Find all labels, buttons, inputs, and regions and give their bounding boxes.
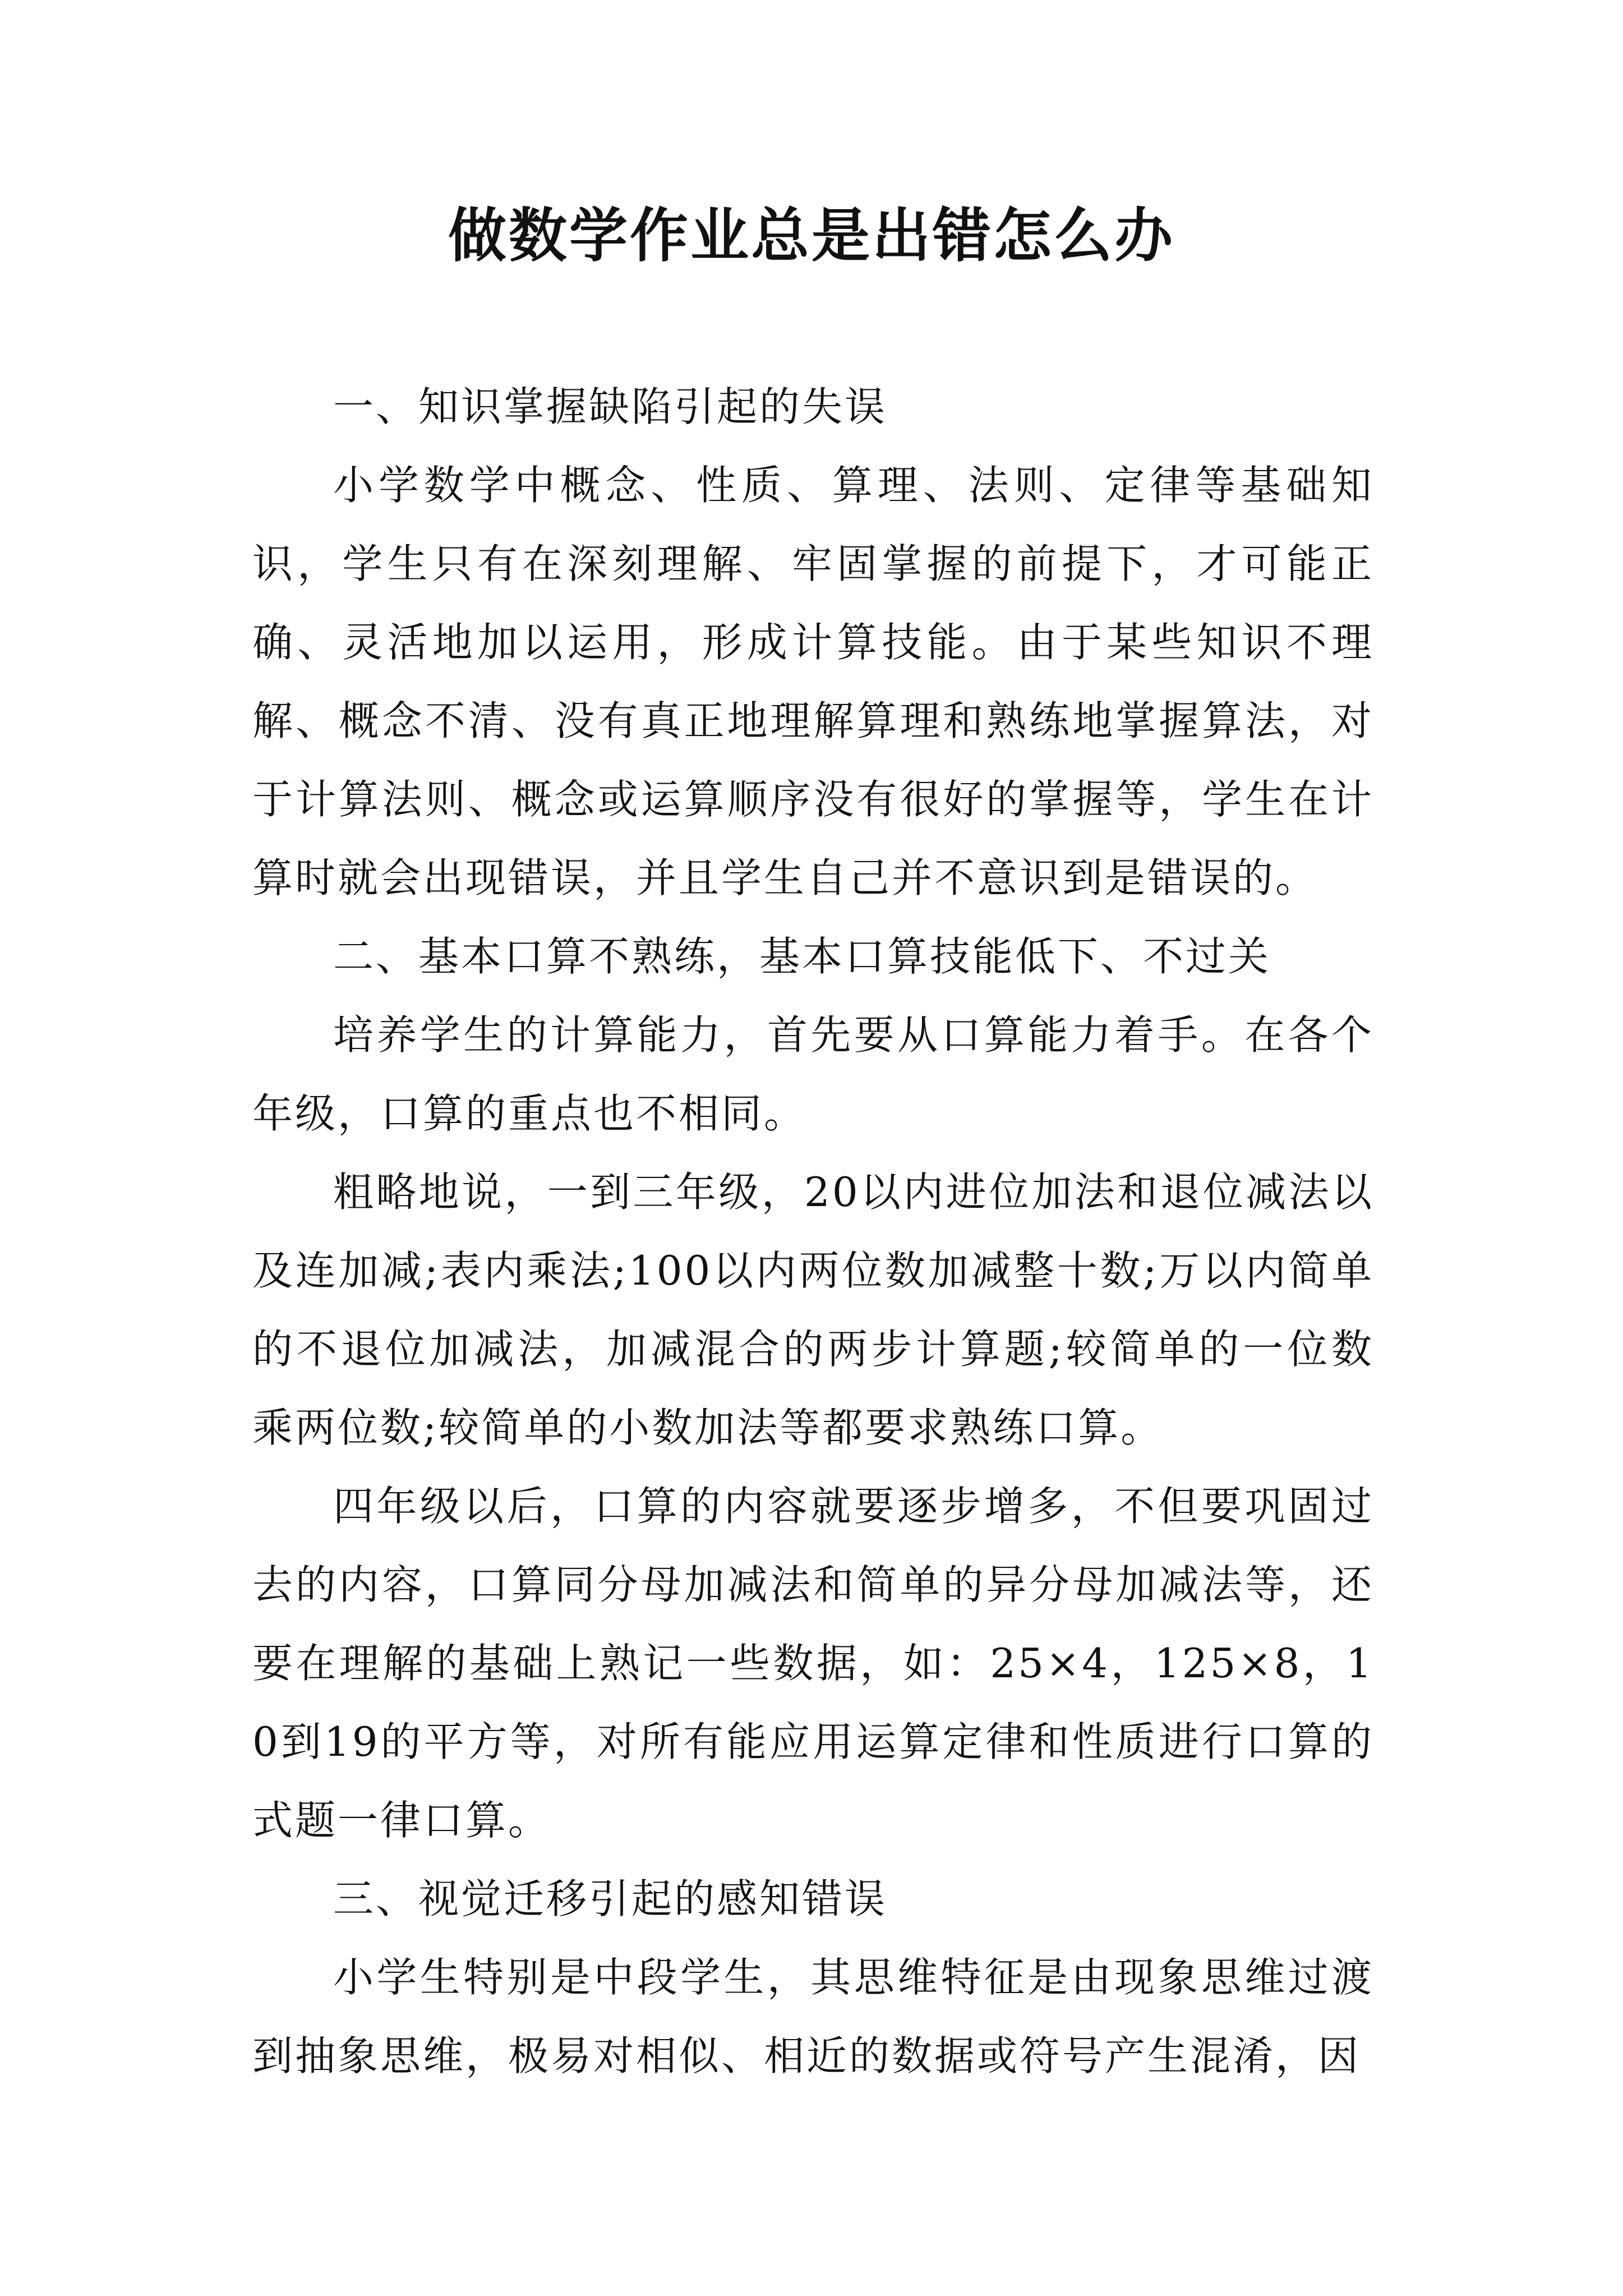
paragraph: 培养学生的计算能力，首先要从口算能力着手。在各个年级，口算的重点也不相同。 xyxy=(252,1011,1374,1137)
document-body xyxy=(252,367,1374,2095)
heading-section-3: 三、视觉迁移引起的感知错误 xyxy=(333,1875,888,1922)
document-title: 做数学作业总是出错怎么办 xyxy=(448,201,1175,270)
paragraph: 小学生特别是中段学生，其思维特征是由现象思维过渡到抽象思维，极易对相似、相近的数据或符号产生混淆，因 xyxy=(252,1954,1374,2079)
paragraph: 四年级以后，口算的内容就要逐步增多，不但要巩固过去的内容，口算同分母加减法和简单的异分母加减法等，还要在理解的基础上熟记一些数据，如：25×4，125×8，10到19的平方等，对所有能应用运算定律和性质进行口算的式题一律口算。 xyxy=(252,1483,1374,1844)
paragraph: 小学数学中概念、性质、算理、法则、定律等基础知识，学生只有在深刻理解、牢固掌握的前提下，才可能正确、灵活地加以运用，形成计算技能。由于某些知识不理解、概念不清、没有真正地理解算理和熟练地掌握算法，对于计算法则、概念或运算顺序没有很好的掌握等，学生在计算时就会出现错误，并且学生自己并不意识到是错误的。 xyxy=(252,462,1374,901)
paragraph: 粗略地说，一到三年级，20以内进位加法和退位减法以及连加减;表内乘法;100以内两位数加减整十数;万以内简单的不退位加减法，加减混合的两步计算题;较简单的一位数乘两位数;较简单的小数加法等都要求熟练口算。 xyxy=(252,1168,1374,1451)
heading-section-1: 一、知识掌握缺陷引起的失误 xyxy=(333,383,888,430)
heading-section-2: 二、基本口算不熟练，基本口算技能低下、不过关 xyxy=(333,933,1271,980)
